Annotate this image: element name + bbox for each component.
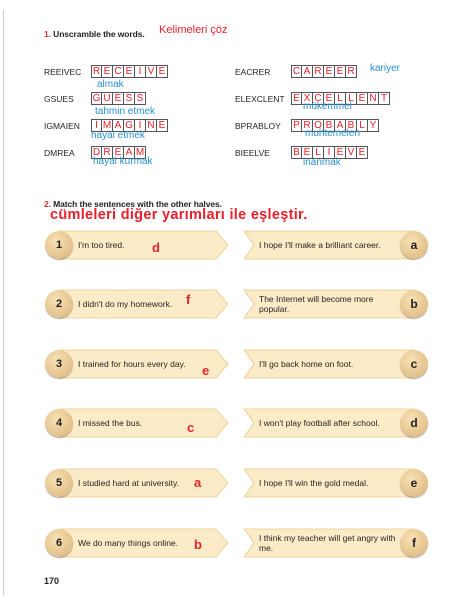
word-row xyxy=(44,65,168,78)
letter-box[interactable]: E xyxy=(113,92,124,105)
second-half-text: I hope I'll make a brilliant career. xyxy=(259,240,381,250)
letter-box[interactable]: E xyxy=(157,65,168,78)
letter-boxes[interactable] xyxy=(291,65,357,78)
scrambled-word: DMREA xyxy=(44,147,75,158)
handwritten-translation: mükemmel xyxy=(303,101,352,112)
scrambled-word: REEIVEC xyxy=(44,66,82,77)
handwritten-translation: muhtemelen xyxy=(305,128,361,139)
letter-box[interactable]: E xyxy=(157,119,168,132)
item-letter-badge: f xyxy=(400,529,428,557)
handwritten-answer: b xyxy=(194,537,202,552)
section1-handwritten-note: Kelimeleri çöz xyxy=(159,24,228,36)
letter-box[interactable]: C xyxy=(292,66,301,77)
page-edge-line xyxy=(3,10,4,595)
letter-box[interactable]: A xyxy=(335,119,346,132)
second-half-text: The Internet will become more popular. xyxy=(259,294,374,314)
first-half-text: We do many things online. xyxy=(78,538,179,548)
word-row xyxy=(235,65,357,78)
item-letter-badge: a xyxy=(400,231,428,259)
letter-box[interactable]: R xyxy=(313,65,324,78)
scrambled-word: GSUES xyxy=(44,93,74,104)
letter-box[interactable]: U xyxy=(102,92,113,105)
letter-box[interactable]: M xyxy=(135,147,145,158)
second-half-text: I'll go back home on foot. xyxy=(259,359,354,369)
scrambled-word: IGMAIEN xyxy=(44,120,80,131)
word-row xyxy=(44,92,146,105)
handwritten-translation: kariyer xyxy=(370,63,401,74)
letter-box[interactable]: S xyxy=(124,92,135,105)
sentence-first-half[interactable] xyxy=(45,230,230,260)
handwritten-translation: almak xyxy=(97,79,124,90)
letter-box[interactable]: E xyxy=(302,146,313,159)
first-half-text: I didn't do my homework. xyxy=(78,299,173,309)
letter-box[interactable]: E xyxy=(324,92,335,105)
letter-box[interactable]: E xyxy=(335,146,346,159)
scrambled-word: BIEELVE xyxy=(235,147,270,158)
sentence-second-half[interactable] xyxy=(242,468,428,498)
letter-box[interactable]: N xyxy=(368,92,379,105)
section2-number: 2. xyxy=(44,199,51,209)
letter-box[interactable]: L xyxy=(357,119,368,132)
sentence-second-half[interactable] xyxy=(242,289,428,319)
page-number: 170 xyxy=(44,576,60,586)
letter-box[interactable]: N xyxy=(146,119,157,132)
letter-boxes[interactable] xyxy=(91,92,146,105)
letter-box[interactable]: A xyxy=(113,119,124,132)
letter-box[interactable]: R xyxy=(102,146,113,159)
letter-box[interactable]: E xyxy=(357,146,368,159)
item-letter-badge: d xyxy=(400,409,428,437)
item-letter-badge: b xyxy=(400,290,428,318)
letter-box[interactable]: R xyxy=(346,65,357,78)
letter-box[interactable]: E xyxy=(291,92,302,105)
letter-box[interactable]: D xyxy=(92,147,101,158)
section2-instruction: Match the sentences with the other halves. xyxy=(53,199,222,209)
letter-box[interactable]: M xyxy=(102,120,112,131)
letter-box[interactable]: P xyxy=(291,119,302,132)
letter-box[interactable]: L xyxy=(346,92,357,105)
letter-box[interactable]: X xyxy=(302,92,313,105)
sentence-first-half[interactable] xyxy=(45,289,230,319)
item-number-badge: 4 xyxy=(45,409,73,437)
sentence-second-half[interactable] xyxy=(242,408,428,438)
letter-box[interactable]: O xyxy=(313,119,324,132)
letter-box[interactable]: C xyxy=(313,92,324,105)
letter-box[interactable]: V xyxy=(346,146,357,159)
letter-box[interactable]: B xyxy=(324,119,335,132)
letter-box[interactable]: E xyxy=(357,92,368,105)
handwritten-translation: inanmak xyxy=(303,157,341,168)
letter-box[interactable]: V xyxy=(146,65,157,78)
letter-box[interactable]: I xyxy=(324,146,335,159)
first-half-text: I studied hard at university. xyxy=(78,478,179,488)
handwritten-answer: f xyxy=(186,292,191,307)
sentence-second-half[interactable] xyxy=(242,230,428,260)
section1-title xyxy=(44,29,145,39)
scrambled-word: EACRER xyxy=(235,66,271,77)
letter-box[interactable]: C xyxy=(113,65,124,78)
second-half-text: I think my teacher will get angry with me. xyxy=(259,533,396,553)
letter-box[interactable]: E xyxy=(335,65,346,78)
letter-box[interactable]: A xyxy=(124,146,135,159)
handwritten-translation: tahmin etmek xyxy=(95,106,156,117)
handwritten-answer: c xyxy=(187,420,195,435)
sentence-second-half[interactable] xyxy=(242,349,428,379)
letter-box[interactable]: A xyxy=(302,65,313,78)
section2-handwritten-note: cümleleri diğer yarımları ile eşleştir. xyxy=(50,207,308,223)
letter-box[interactable]: R xyxy=(92,66,101,77)
item-letter-badge: e xyxy=(400,469,428,497)
letter-box[interactable]: Y xyxy=(368,119,379,132)
letter-box[interactable]: S xyxy=(135,92,146,105)
first-half-text: I missed the bus. xyxy=(78,418,143,428)
letter-box[interactable]: I xyxy=(135,119,146,132)
letter-box[interactable]: E xyxy=(124,65,135,78)
sentence-first-half[interactable] xyxy=(45,468,230,498)
letter-boxes[interactable] xyxy=(91,65,168,78)
letter-box[interactable]: B xyxy=(291,146,302,159)
handwritten-answer: d xyxy=(152,240,160,255)
item-number-badge: 6 xyxy=(45,529,73,557)
item-number-badge: 3 xyxy=(45,350,73,378)
letter-box[interactable]: L xyxy=(313,146,324,159)
sentence-first-half[interactable] xyxy=(45,528,230,558)
item-number-badge: 5 xyxy=(45,469,73,497)
word-row xyxy=(235,146,368,159)
scrambled-word: ELEXCLENT xyxy=(235,93,285,104)
sentence-second-half[interactable] xyxy=(242,528,428,558)
item-letter-badge: c xyxy=(400,350,428,378)
letter-box[interactable]: G xyxy=(92,93,101,104)
second-half-text: I hope I'll win the gold medal. xyxy=(259,478,369,488)
letter-box[interactable]: E xyxy=(113,146,124,159)
handwritten-translation: hayal etmek xyxy=(91,130,145,141)
first-half-text: I'm too tired. xyxy=(78,240,125,250)
letter-box[interactable]: L xyxy=(335,92,346,105)
handwritten-translation: hayal kurmak xyxy=(93,156,153,167)
letter-box[interactable]: T xyxy=(379,92,390,105)
letter-box[interactable]: G xyxy=(124,119,135,132)
letter-box[interactable]: R xyxy=(302,119,313,132)
section1-number: 1. xyxy=(44,29,51,39)
handwritten-answer: e xyxy=(202,363,210,378)
letter-box[interactable]: E xyxy=(102,65,113,78)
scrambled-word: BPRABLOY xyxy=(235,120,281,131)
letter-box[interactable]: I xyxy=(91,119,102,132)
letter-box[interactable]: I xyxy=(135,65,146,78)
letter-box[interactable]: B xyxy=(346,119,357,132)
item-number-badge: 2 xyxy=(45,290,73,318)
second-half-text: I won't play football after school. xyxy=(259,418,380,428)
item-number-badge: 1 xyxy=(45,231,73,259)
letter-box[interactable]: E xyxy=(324,65,335,78)
first-half-text: I trained for hours every day. xyxy=(78,359,186,369)
handwritten-answer: a xyxy=(194,475,202,490)
section1-instruction: Unscramble the words. xyxy=(53,29,145,39)
sentence-first-half[interactable] xyxy=(45,408,230,438)
